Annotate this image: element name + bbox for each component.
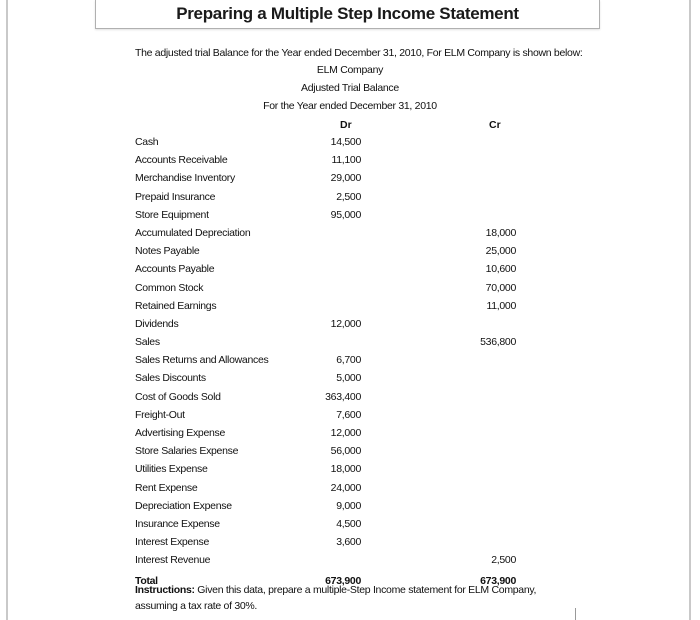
left-border bbox=[6, 0, 8, 620]
debit-amount: 14,500 bbox=[330, 136, 361, 148]
table-row bbox=[135, 372, 535, 390]
table-row bbox=[135, 191, 535, 209]
debit-amount: 9,000 bbox=[336, 499, 361, 512]
table-row bbox=[135, 409, 535, 427]
debit-column-header: Dr bbox=[340, 119, 352, 131]
right-border bbox=[689, 0, 691, 620]
table-row bbox=[135, 536, 535, 554]
account-name: Accounts Receivable bbox=[135, 154, 228, 167]
table-row bbox=[135, 282, 535, 300]
table-row bbox=[135, 136, 535, 154]
credit-column-header: Cr bbox=[489, 119, 501, 131]
credit-amount: 673,900 bbox=[480, 574, 516, 587]
account-name: Interest Expense bbox=[135, 536, 209, 549]
account-name: Prepaid Insurance bbox=[135, 190, 216, 203]
debit-amount: 6,700 bbox=[336, 354, 361, 367]
table-row bbox=[135, 391, 535, 409]
account-name: Accounts Payable bbox=[135, 263, 215, 276]
credit-amount: 25,000 bbox=[485, 245, 516, 258]
page-title: Preparing a Multiple Step Income Statement bbox=[176, 4, 519, 23]
credit-amount: 10,600 bbox=[485, 263, 516, 276]
table-row bbox=[135, 554, 535, 572]
account-name: Notes Payable bbox=[135, 245, 200, 258]
company-name: ELM Company bbox=[316, 64, 384, 76]
credit-amount: 536,800 bbox=[480, 336, 516, 349]
table-row bbox=[135, 427, 535, 445]
credit-amount: 11,000 bbox=[486, 299, 516, 312]
account-name: Accumulated Depreciation bbox=[135, 226, 251, 239]
instructions-text: Given this data, prepare a multiple-Step Income statement for ELM Company, assuming a tax rate of 30%. bbox=[135, 584, 537, 612]
debit-amount: 3,600 bbox=[336, 536, 361, 549]
table-row bbox=[135, 227, 535, 245]
debit-amount: 95,000 bbox=[330, 208, 361, 221]
report-name: Adjusted Trial Balance bbox=[301, 82, 399, 94]
debit-amount: 4,500 bbox=[336, 517, 361, 530]
table-row bbox=[135, 354, 535, 372]
account-name: Retained Earnings bbox=[135, 299, 217, 312]
table-row bbox=[135, 463, 535, 481]
account-name: Rent Expense bbox=[135, 481, 198, 494]
title-box bbox=[95, 0, 600, 29]
debit-amount: 363,400 bbox=[325, 390, 361, 403]
account-name: Advertising Expense bbox=[135, 427, 226, 439]
account-name: Utilities Expense bbox=[135, 463, 208, 476]
debit-amount: 12,000 bbox=[330, 317, 361, 330]
table-row bbox=[135, 245, 535, 263]
table-row bbox=[135, 154, 535, 172]
debit-amount: 673,900 bbox=[325, 574, 361, 587]
table-row bbox=[135, 518, 535, 536]
debit-amount: 11,100 bbox=[331, 154, 361, 167]
instructions-label: Instructions: bbox=[135, 584, 195, 596]
account-name: Merchandise Inventory bbox=[135, 172, 235, 185]
credit-amount: 18,000 bbox=[485, 226, 516, 239]
table-row bbox=[135, 500, 535, 518]
table-row bbox=[135, 172, 535, 190]
table-row bbox=[135, 336, 535, 354]
account-name: Common Stock bbox=[135, 281, 204, 294]
account-name: Store Equipment bbox=[135, 208, 209, 221]
account-name: Sales bbox=[135, 336, 160, 349]
instructions bbox=[135, 582, 575, 614]
debit-amount: 24,000 bbox=[330, 481, 361, 494]
account-name: Sales Discounts bbox=[135, 372, 206, 385]
account-name: Total bbox=[135, 574, 158, 587]
table-row bbox=[135, 318, 535, 336]
account-name: Store Salaries Expense bbox=[135, 445, 239, 458]
table-row bbox=[135, 263, 535, 281]
credit-amount: 70,000 bbox=[485, 281, 516, 294]
account-name: Cash bbox=[135, 136, 159, 148]
trial-balance-table bbox=[135, 136, 535, 593]
debit-amount: 2,500 bbox=[336, 190, 361, 203]
debit-amount: 5,000 bbox=[336, 372, 361, 385]
debit-amount: 29,000 bbox=[330, 172, 361, 185]
account-name: Cost of Goods Sold bbox=[135, 390, 221, 403]
account-name: Depreciation Expense bbox=[135, 499, 232, 512]
account-name: Insurance Expense bbox=[135, 517, 220, 530]
report-period: For the Year ended December 31, 2010 bbox=[263, 100, 437, 112]
debit-amount: 7,600 bbox=[336, 408, 361, 421]
table-row bbox=[135, 445, 535, 463]
divider bbox=[575, 608, 576, 620]
account-name: Freight-Out bbox=[135, 408, 185, 421]
account-name: Interest Revenue bbox=[135, 554, 211, 567]
account-name: Dividends bbox=[135, 317, 179, 330]
table-row bbox=[135, 209, 535, 227]
debit-amount: 12,000 bbox=[330, 427, 361, 439]
account-name: Sales Returns and Allowances bbox=[135, 354, 269, 367]
debit-amount: 56,000 bbox=[330, 445, 361, 458]
credit-amount: 2,500 bbox=[491, 554, 516, 567]
table-row bbox=[135, 300, 535, 318]
table-row bbox=[135, 482, 535, 500]
intro-text: The adjusted trial Balance for the Year ended December 31, 2010, For ELM Company is shown below: bbox=[135, 47, 583, 59]
debit-amount: 18,000 bbox=[330, 463, 361, 476]
